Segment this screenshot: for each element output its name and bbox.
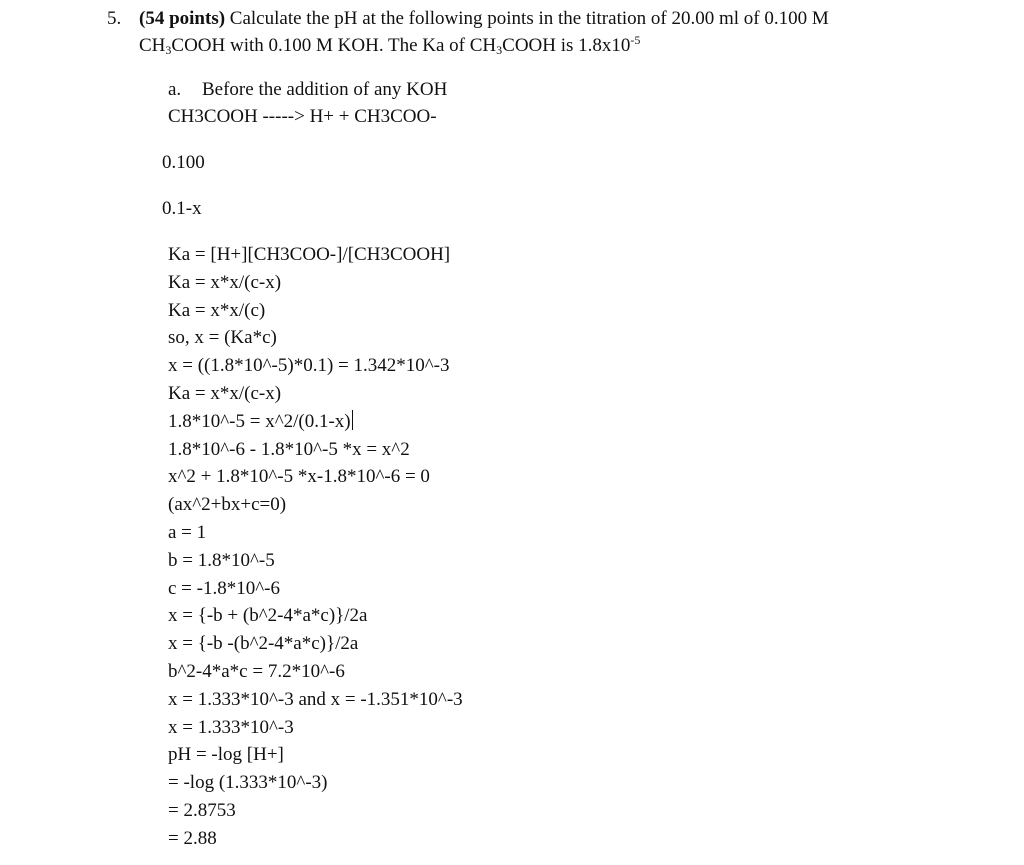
acid-subscript: 3 <box>165 43 172 57</box>
solution-step: = 2.8753 <box>168 799 236 821</box>
solution-step: b = 1.8*10^-5 <box>168 549 275 571</box>
solution-steps <box>168 241 463 853</box>
solution-step: = -log (1.333*10^-3) <box>168 772 328 794</box>
question-number: 5. <box>107 8 122 29</box>
solution-step-with-caret[interactable] <box>168 408 463 436</box>
initial-concentration: 0.100 <box>162 152 205 173</box>
question-text-line-1: Calculate the pH at the following points in the titration of 20.00 ml of 0.100 M <box>225 8 829 29</box>
solution-step: x = ((1.8*10^-5)*0.1) = 1.342*10^-3 <box>168 355 450 377</box>
question-points: (54 points) <box>139 8 226 29</box>
question-line-1 <box>139 6 829 32</box>
solution-step: x = 1.333*10^-3 <box>168 716 294 738</box>
solution-step: c = -1.8*10^-6 <box>168 577 280 599</box>
dissociation-reaction: CH3COOH -----> H+ + CH3COO- <box>168 106 437 127</box>
question-line-2 <box>139 33 640 59</box>
acid-formula-part: CH <box>139 35 166 56</box>
solution-step: a = 1 <box>168 521 207 543</box>
solution-step: b^2-4*a*c = 7.2*10^-6 <box>168 660 345 682</box>
solution-step: 1.8*10^-6 - 1.8*10^-5 *x = x^2 <box>168 438 410 460</box>
acid-subscript-2: 3 <box>496 43 503 57</box>
solution-step: Ka = x*x/(c) <box>168 299 266 321</box>
solution-step: = 2.88 <box>168 827 217 849</box>
ka-value: COOH is 1.8x10 <box>502 35 631 56</box>
solution-step: x^2 + 1.8*10^-5 *x-1.8*10^-6 = 0 <box>168 466 430 488</box>
solution-step: x = {-b + (b^2-4*a*c)}/2a <box>168 605 368 627</box>
solution-step: x = {-b -(b^2-4*a*c)}/2a <box>168 633 359 655</box>
question-text-line-2: COOH with 0.100 M KOH. The Ka of CH <box>171 35 497 56</box>
ka-exponent: -5 <box>630 33 641 47</box>
part-a-heading <box>168 77 447 103</box>
part-a-title: Before the addition of any KOH <box>202 79 448 100</box>
text-cursor <box>352 410 354 430</box>
part-a-letter: a. <box>168 79 182 100</box>
solution-step: (ax^2+bx+c=0) <box>168 494 287 516</box>
solution-step: x = 1.333*10^-3 and x = -1.351*10^-3 <box>168 688 463 710</box>
solution-step: so, x = (Ka*c) <box>168 327 277 349</box>
solution-step: Ka = x*x/(c-x) <box>168 382 282 404</box>
solution-step: pH = -log [H+] <box>168 744 284 766</box>
solution-step: Ka = [H+][CH3COO-]/[CH3COOH] <box>168 244 451 265</box>
equilibrium-concentration: 0.1-x <box>162 198 202 219</box>
solution-step: 1.8*10^-5 = x^2/(0.1-x) <box>168 410 351 432</box>
solution-step: Ka = x*x/(c-x) <box>168 271 282 293</box>
